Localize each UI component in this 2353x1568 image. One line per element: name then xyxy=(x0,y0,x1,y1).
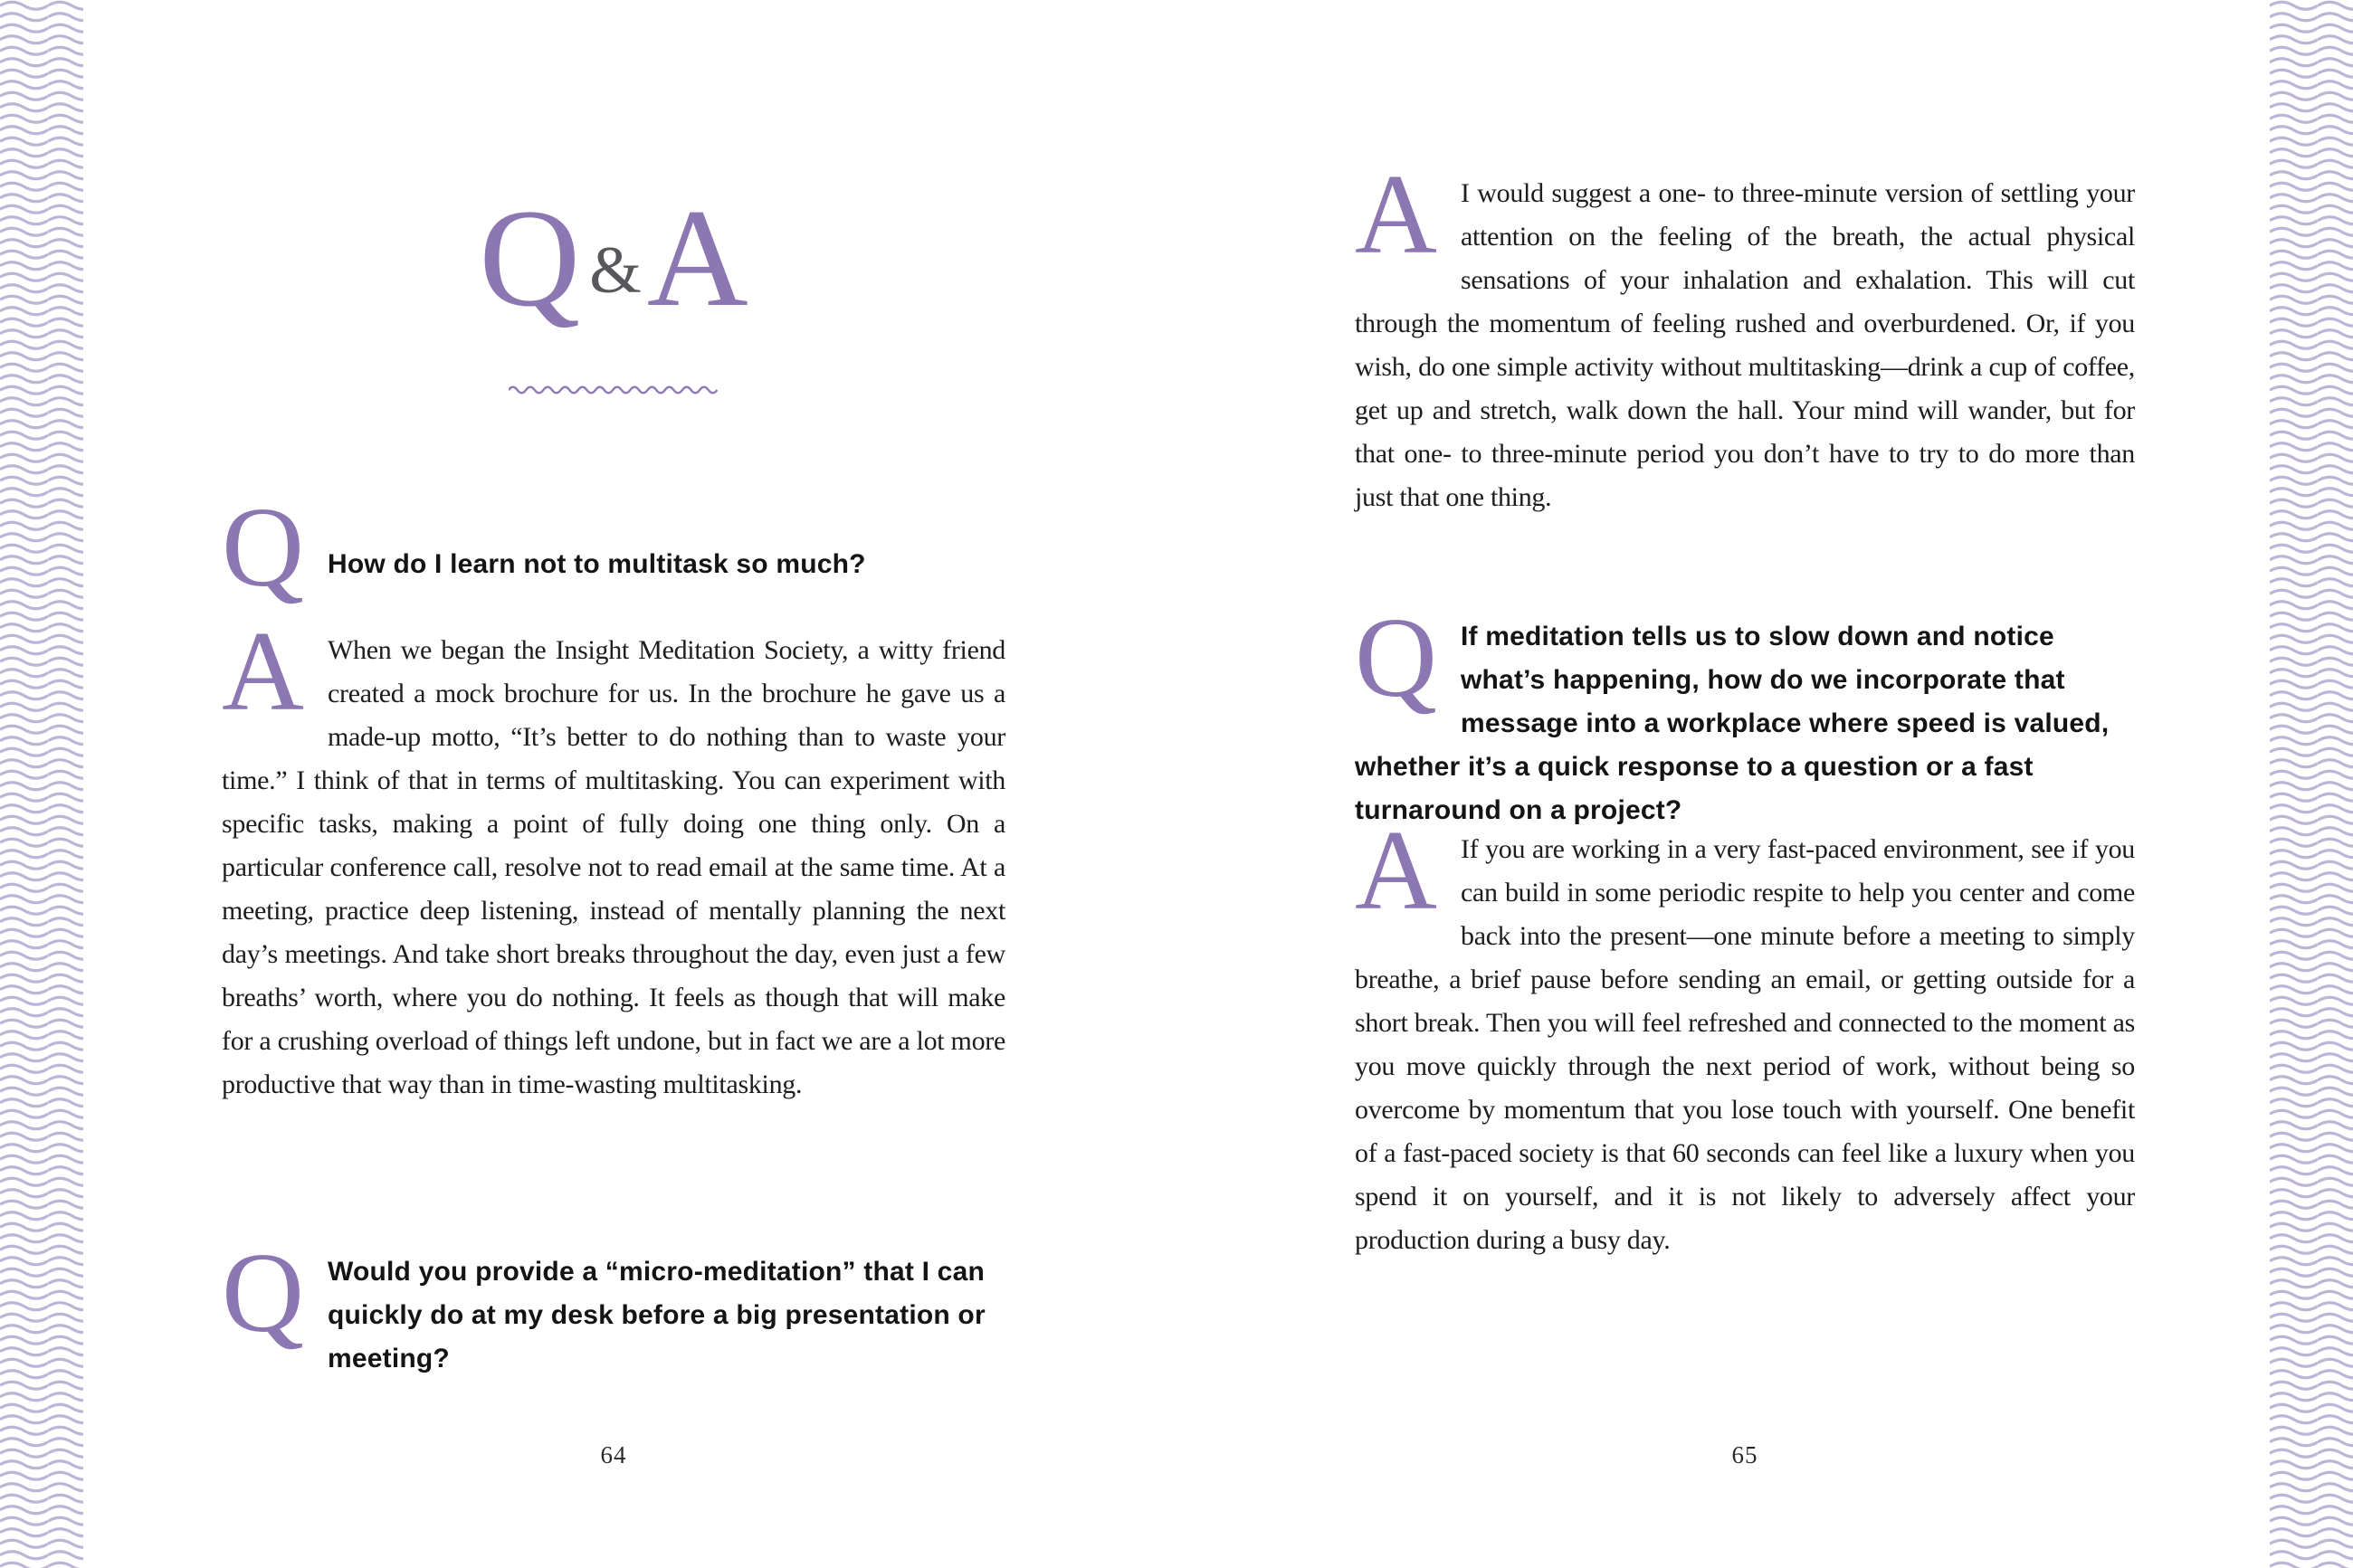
answer-text: When we began the Insight Meditation Society, a witty friend created a mock brochure for us. In the brochure he gave us a made-up motto, “It’s better to do nothing than to waste your time.” I think of that in terms of multitasking. You can experiment with specific tasks, making a point of fully doing one thing only. On a particular conference call, resolve not to read email at the same time. At a meeting, practice deep listening, instead of mentally planning the next day’s meetings. And take short breaks throughout the day, even just a few breaths’ worth, where you do nothing. It feels as though that will make for a crushing overload of things left undone, but in fact we are a lot more productive that way than in time-wasting multitasking. xyxy=(222,635,1005,1099)
question-dropcap-q: Q xyxy=(222,1231,304,1356)
title-letter-q: Q xyxy=(479,180,581,336)
title-wavy-underline xyxy=(222,383,1005,402)
question-block xyxy=(1355,595,2135,832)
answer-block xyxy=(1355,808,2135,1262)
qa-title xyxy=(222,180,1005,402)
question-block xyxy=(222,485,1005,611)
left-page xyxy=(222,0,1005,1568)
wavy-border-left xyxy=(0,0,83,1568)
question-dropcap-q: Q xyxy=(1355,595,1437,721)
title-ampersand: & xyxy=(589,233,642,308)
question-text: If meditation tells us to slow down and notice what’s happening, how do we incorporate that message into a workplace where speed is valued, whether it’s a quick response to a question or a fast turnaround on a project? xyxy=(1355,622,2110,825)
page-number-left: 64 xyxy=(600,1441,627,1468)
answer-text: If you are working in a very fast-paced environment, see if you can build in some periodic respite to help you center and come back into the present—one minute before a meeting to simply breathe, a brief pause before sending an email, or getting outside for a short break. Then you will feel refreshed and connected to the moment as you move quickly through the next period of work, without being so overcome by momentum that you lose touch with yourself. One benefit of a fast-paced society is that 60 seconds can feel like a luxury when you spend it on yourself, and it is not likely to adversely affect your production during a busy day. xyxy=(1355,834,2135,1255)
question-dropcap-q: Q xyxy=(222,485,304,611)
answer-dropcap-a: A xyxy=(1355,808,1437,934)
page-number-right: 65 xyxy=(1731,1441,1758,1468)
qa-title-letters xyxy=(222,180,1005,374)
answer-block xyxy=(222,609,1005,1107)
answer-dropcap-a: A xyxy=(1355,152,1437,278)
wavy-border-right xyxy=(2270,0,2353,1568)
question-text: Would you provide a “micro-meditation” that I can quickly do at my desk before a big presentation or meeting? xyxy=(328,1257,986,1373)
answer-dropcap-a: A xyxy=(222,609,304,735)
title-letter-a: A xyxy=(646,180,748,336)
answer-text: I would suggest a one- to three-minute version of settling your attention on the feeling of the breath, the actual physical sensations of your inhalation and exhalation. This will cut through the momentum of feeling rushed and overburdened. Or, if you wish, do one simple activity without multitasking—drink a cup of coffee, get up and stretch, walk down the hall. Your mind will wander, but for that one- to three-minute period you don’t have to try to do more than just that one thing. xyxy=(1355,178,2135,512)
right-page xyxy=(1355,0,2135,1568)
question-block xyxy=(222,1231,1005,1381)
question-text: How do I learn not to multitask so much? xyxy=(328,549,866,579)
answer-block xyxy=(1355,152,2135,519)
